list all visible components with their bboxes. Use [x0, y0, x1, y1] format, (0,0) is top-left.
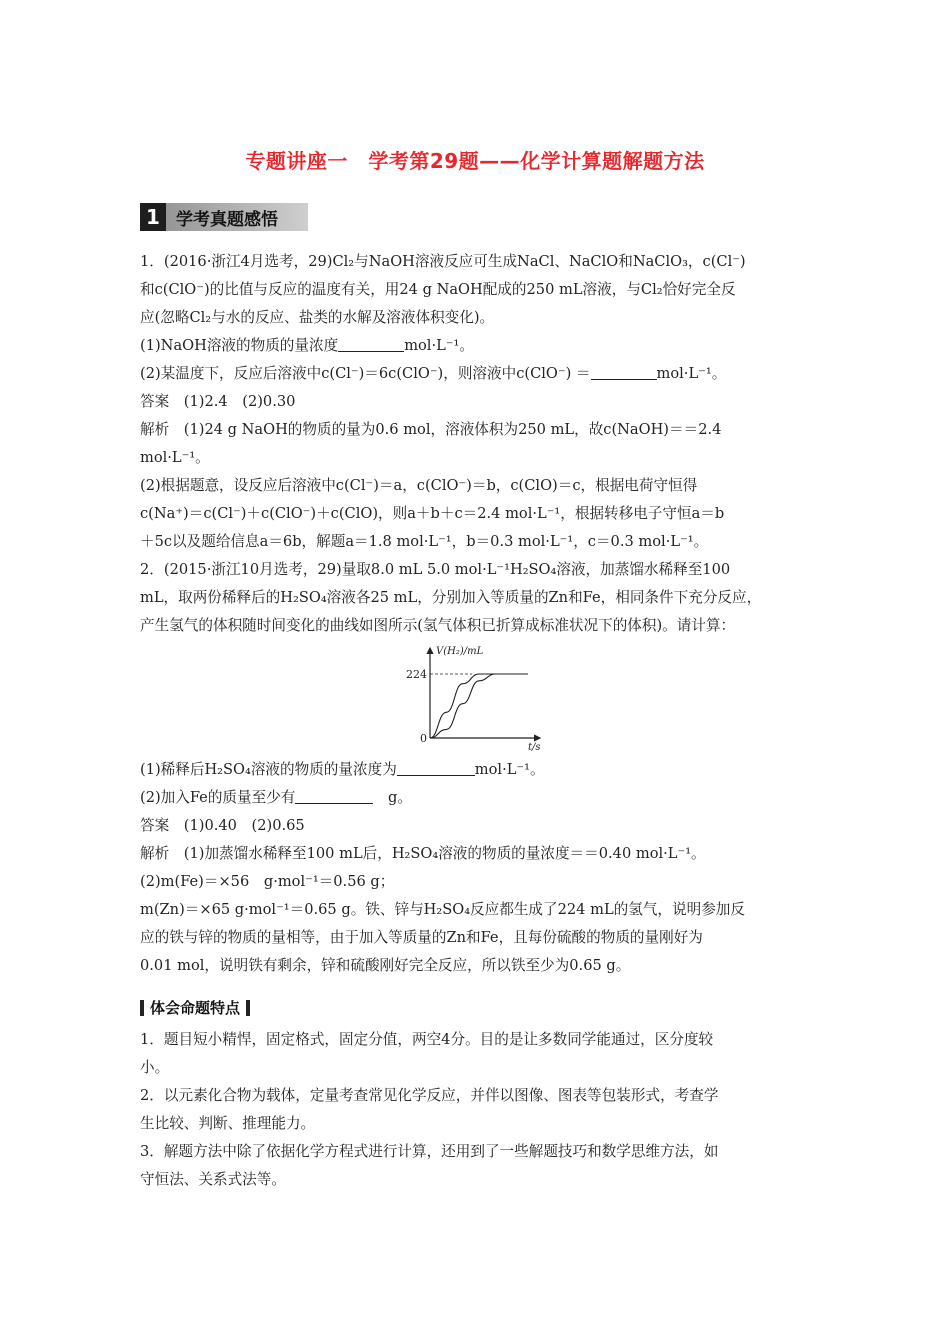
q2-part1-prefix: (1)稀释后H₂SO₄溶液的物质的量浓度为 [140, 761, 397, 778]
section-label: 学考真题感悟 [176, 209, 278, 230]
q2-part1-suffix: mol·L⁻¹。 [474, 761, 545, 778]
heading-bar-right [246, 1000, 250, 1016]
q1-part2-suffix: mol·L⁻¹。 [656, 365, 727, 382]
features-list [140, 1026, 812, 1194]
origin-label: 0 [420, 732, 427, 745]
q1-answer: 答案 (1)2.4 (2)0.30 [140, 393, 296, 410]
feature-item: 1．题目短小精悍，固定格式，固定分值，两空4分。目的是让多数同学能通过，区分度较 [140, 1031, 714, 1048]
x-axis-label: t/s [528, 742, 541, 753]
answer-blank[interactable] [397, 759, 475, 776]
y-tick-label: 224 [406, 668, 427, 681]
y-axis-label: V(H₂)/mL [436, 646, 484, 657]
section-number: 1 [140, 203, 166, 231]
q1-analysis: mol·L⁻¹。 [140, 449, 210, 466]
page-title: 专题讲座一 学考第29题——化学计算题解题方法 [245, 149, 705, 173]
q2-line: 2．(2015·浙江10月选考，29)量取8.0 mL 5.0 mol·L⁻¹H₂SO₄溶液，加蒸馏水稀释至100 [140, 561, 731, 578]
feature-item: 生比较、判断、推理能力。 [140, 1115, 316, 1132]
q2-part2-suffix: g。 [388, 789, 412, 806]
q1-part1-suffix: mol·L⁻¹。 [404, 337, 474, 354]
q1-line: 和c(ClO⁻)的比值与反应的温度有关，用24 g NaOH配成的250 mL溶液，与Cl₂恰好完全反 [140, 281, 736, 298]
q1-analysis: c(Na⁺)＝c(Cl⁻)＋c(ClO⁻)＋c(ClO)，则a＋b＋c＝2.4 mol·L⁻¹，根据转移电子守恒a＝b [140, 505, 725, 522]
q1-line: 1．(2016·浙江4月选考，29)Cl₂与NaOH溶液反应可生成NaCl、NaClO和NaClO₃，c(Cl⁻) [140, 253, 746, 270]
q1-line: 应(忽略Cl₂与水的反应、盐类的水解及溶液体积变化)。 [140, 309, 495, 326]
feature-item: 2．以元素化合物为载体，定量考查常见化学反应，并伴以图像、图表等包装形式，考查学 [140, 1087, 719, 1104]
q2-analysis: (2)m(Fe)＝×56 g·mol⁻¹＝0.56 g； [140, 873, 395, 890]
question-2-parts [140, 756, 812, 980]
series-line-2 [430, 674, 528, 738]
section-header [140, 203, 308, 231]
answer-blank[interactable] [338, 335, 404, 352]
question-1 [140, 248, 812, 640]
q1-part2-prefix: (2)某温度下，反应后溶液中c(Cl⁻)＝6c(ClO⁻)，则溶液中c(ClO⁻) ＝ [140, 365, 591, 382]
q2-answer: 答案 (1)0.40 (2)0.65 [140, 817, 305, 834]
q1-analysis: 解析 (1)24 g NaOH的物质的量为0.6 mol，溶液体积为250 mL，故c(NaOH)＝＝2.4 [140, 421, 722, 438]
series-line-1 [430, 674, 528, 738]
features-heading-text: 体会命题特点 [150, 999, 241, 1017]
q1-part1-prefix: (1)NaOH溶液的物质的量浓度 [140, 337, 339, 354]
q1-analysis: (2)根据题意，设反应后溶液中c(Cl⁻)＝a，c(ClO⁻)＝b，c(ClO)＝c，根据电荷守恒得 [140, 477, 698, 494]
q1-analysis: ＋5c以及题给信息a＝6b，解题a＝1.8 mol·L⁻¹，b＝0.3 mol·L⁻¹，c＝0.3 mol·L⁻¹。 [140, 533, 709, 550]
q2-part2 [140, 784, 812, 812]
heading-bar-left [140, 1000, 144, 1016]
q2-analysis: m(Zn)＝×65 g·mol⁻¹＝0.65 g。铁、锌与H₂SO₄反应都生成了224 mL的氢气，说明参加反 [140, 901, 745, 918]
q2-analysis: 0.01 mol，说明铁有剩余，锌和硫酸刚好完全反应，所以铁至少为0.65 g。 [140, 957, 631, 974]
feature-item: 小。 [140, 1059, 170, 1076]
q1-part2 [140, 360, 812, 388]
q2-line: mL，取两份稀释后的H₂SO₄溶液各25 mL，分别加入等质量的Zn和Fe，相同条件下充分反应， [140, 589, 762, 606]
answer-blank[interactable] [295, 787, 373, 804]
q2-analysis: 应的铁与锌的物质的量相等，由于加入等质量的Zn和Fe，且每份硫酸的物质的量刚好为 [140, 929, 703, 946]
h2-volume-chart [392, 642, 552, 754]
q2-part2-prefix: (2)加入Fe的质量至少有 [140, 789, 296, 806]
feature-item: 守恒法、关系式法等。 [140, 1171, 286, 1188]
features-heading [140, 997, 250, 1018]
q2-part1 [140, 756, 812, 784]
q2-line: 产生氢气的体积随时间变化的曲线如图所示(氢气体积已折算成标准状况下的体积)。请计算： [140, 617, 736, 634]
answer-blank[interactable] [591, 363, 657, 380]
q2-analysis: 解析 (1)加蒸馏水稀释至100 mL后，H₂SO₄溶液的物质的量浓度＝＝0.40 mol·L⁻¹。 [140, 845, 706, 862]
chart-svg [392, 642, 552, 754]
q1-part1 [140, 332, 812, 360]
feature-item: 3．解题方法中除了依据化学方程式进行计算，还用到了一些解题技巧和数学思维方法，如 [140, 1143, 719, 1160]
